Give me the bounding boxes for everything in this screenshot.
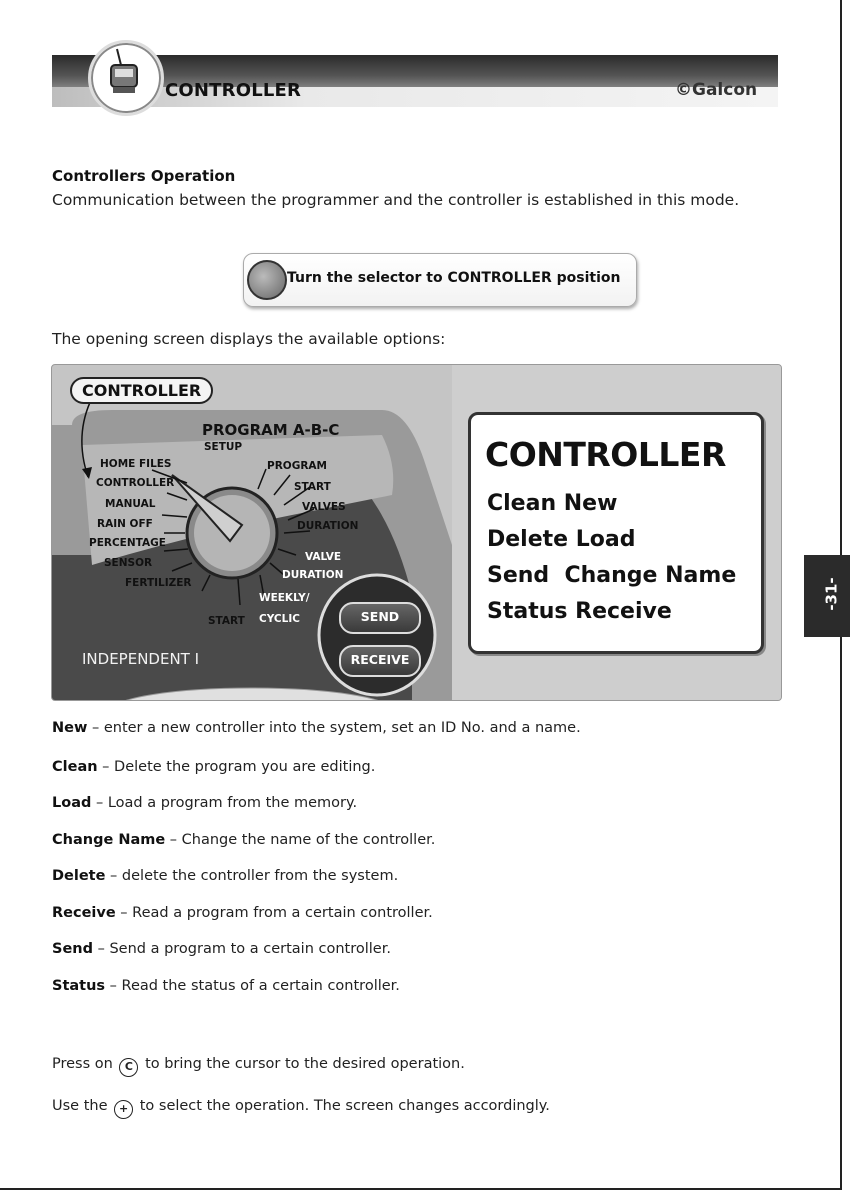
description-item: Receive – Read a program from a certain controller. xyxy=(52,905,433,921)
lcd-title: CONTROLLER xyxy=(485,435,726,474)
lcd-screen xyxy=(468,412,764,654)
lcd-row: Delete Load xyxy=(487,527,636,552)
description-item: Load – Load a program from the memory. xyxy=(52,795,358,811)
dial-controller-label: CONTROLLER xyxy=(96,477,175,489)
dial-program-label: PROGRAM xyxy=(267,460,327,472)
intro-paragraph: Communication between the programmer and the controller is established in this mode. xyxy=(52,191,740,209)
independent-label: INDEPENDENT I xyxy=(82,650,200,668)
plus-icon: + xyxy=(114,1100,133,1119)
brand-logo: ©Galcon xyxy=(675,80,758,100)
dial-sensor-label: SENSOR xyxy=(104,557,153,569)
send-button[interactable]: SEND xyxy=(339,602,421,634)
controller-illustration xyxy=(51,364,782,701)
options-caption: The opening screen displays the available options: xyxy=(52,330,446,348)
dial-duration-label: DURATION xyxy=(297,520,359,532)
dial-valve-duration-label: DURATION xyxy=(282,569,344,581)
dial-manual-label: MANUAL xyxy=(105,498,156,510)
lcd-row: Clean New xyxy=(487,491,618,516)
dial-rain-off-label: RAIN OFF xyxy=(97,518,153,530)
cursor-c-icon: C xyxy=(119,1058,138,1077)
description-item: Delete – delete the controller from the system. xyxy=(52,868,399,884)
program-abc-label: PROGRAM A-B-C xyxy=(202,421,340,439)
selector-knob-icon xyxy=(247,260,287,300)
description-item: New – enter a new controller into the system, set an ID No. and a name. xyxy=(52,720,581,736)
lcd-row: Send Change Name xyxy=(487,563,737,588)
controller-tag: CONTROLLER xyxy=(70,377,213,404)
section-title: Controllers Operation xyxy=(52,167,236,185)
dial-start-label: START xyxy=(294,481,331,493)
dial-setup-label: SETUP xyxy=(204,441,243,453)
dial-valves-label: VALVES xyxy=(302,501,346,513)
page-number: -31- xyxy=(822,577,841,611)
description-item: Send – Send a program to a certain controller. xyxy=(52,941,391,957)
dial-percentage-label: PERCENTAGE xyxy=(89,537,166,549)
page-number-tab xyxy=(804,555,850,637)
dial-weekly-label: WEEKLY/ xyxy=(259,592,310,604)
receive-button[interactable]: RECEIVE xyxy=(339,645,421,677)
dial-fertilizer-label: FERTILIZER xyxy=(125,577,192,589)
description-item: Status – Read the status of a certain controller. xyxy=(52,978,400,994)
description-item: Clean – Delete the program you are editing. xyxy=(52,759,376,775)
lcd-row: Status Receive xyxy=(487,599,672,624)
controller-device-icon xyxy=(88,40,164,116)
dial-valve-label: VALVE xyxy=(305,551,342,563)
page-title: CONTROLLER xyxy=(165,80,302,101)
dial-cyclic-label: CYCLIC xyxy=(259,613,300,625)
dial-home-files-label: HOME FILES xyxy=(100,458,172,470)
instruction-text: Turn the selector to CONTROLLER position xyxy=(287,270,621,286)
dial-start-bottom-label: START xyxy=(208,615,245,627)
use-instruction: Use the + to select the operation. The screen changes accordingly. xyxy=(52,1098,550,1119)
description-item: Change Name – Change the name of the controller. xyxy=(52,832,436,848)
press-instruction: Press on C to bring the cursor to the desired operation. xyxy=(52,1056,465,1077)
